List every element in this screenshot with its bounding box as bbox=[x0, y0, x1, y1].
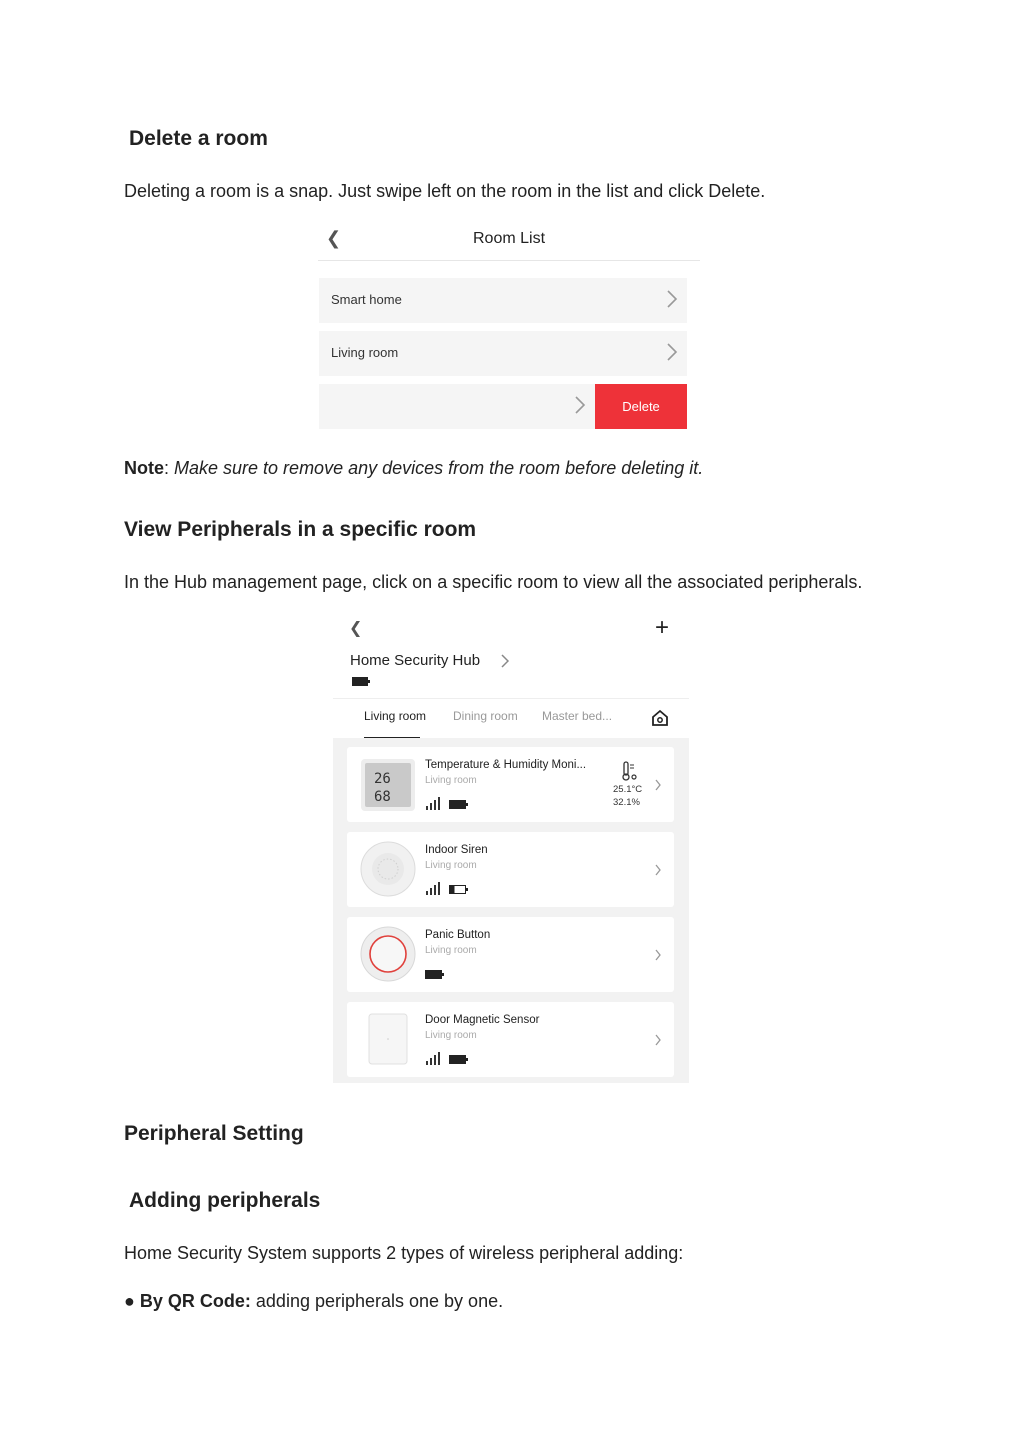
chevron-right-icon bbox=[654, 864, 662, 876]
paragraph-view-peripherals: In the Hub management page, click on a specific room to view all the associated peripherals. bbox=[124, 572, 863, 592]
device-list bbox=[333, 738, 689, 1083]
tab-living-room[interactable]: Living room bbox=[364, 709, 427, 723]
home-settings-icon[interactable] bbox=[651, 709, 669, 727]
device-card-door-sensor[interactable] bbox=[347, 1002, 674, 1077]
temperature-reading: 25.1°C bbox=[613, 784, 643, 795]
device-readings bbox=[613, 783, 642, 809]
room-row-label: Living room bbox=[331, 345, 399, 360]
back-chevron-icon[interactable]: ❮ bbox=[326, 228, 342, 248]
heading-delete-room: Delete a room bbox=[129, 127, 268, 150]
chevron-right-icon bbox=[665, 289, 679, 309]
battery-full-icon bbox=[352, 677, 370, 686]
room-row-label: Smart home bbox=[331, 292, 402, 307]
device-room: Living room bbox=[425, 775, 477, 786]
battery-icon bbox=[425, 967, 473, 981]
delete-button[interactable]: Delete bbox=[595, 384, 687, 429]
room-list-header bbox=[318, 222, 700, 261]
chevron-right-icon bbox=[654, 1034, 662, 1046]
lcd-humidity: 68 bbox=[374, 789, 391, 805]
heading-view-peripherals: View Peripherals in a specific room bbox=[124, 518, 477, 541]
device-name: Panic Button bbox=[425, 929, 491, 941]
bullet-text: adding peripherals one by one. bbox=[250, 1291, 504, 1311]
chevron-right-icon bbox=[665, 342, 679, 362]
heading-adding-peripherals: Adding peripherals bbox=[129, 1189, 321, 1212]
note-separator: : bbox=[164, 458, 175, 478]
device-room: Living room bbox=[425, 860, 477, 871]
thermo-hygrometer-icon bbox=[359, 755, 417, 813]
thermometer-icon bbox=[620, 761, 638, 781]
signal-battery-icons bbox=[425, 882, 473, 896]
plus-icon[interactable]: + bbox=[654, 614, 669, 641]
paragraph-delete-room: Deleting a room is a snap. Just swipe left on the room in the list and click Delete. bbox=[124, 181, 766, 201]
note-text: Make sure to remove any devices from the room before deleting it. bbox=[174, 458, 704, 478]
device-card-indoor-siren[interactable] bbox=[347, 832, 674, 907]
room-tabs bbox=[333, 698, 689, 739]
hub-screenshot bbox=[333, 612, 689, 1083]
panic-button-icon bbox=[359, 925, 417, 983]
room-row-smart-home[interactable] bbox=[319, 278, 687, 323]
bullet-marker: ● bbox=[124, 1291, 135, 1311]
room-row-living-room[interactable] bbox=[319, 331, 687, 376]
heading-peripheral-setting: Peripheral Setting bbox=[124, 1122, 304, 1145]
device-card-temperature[interactable] bbox=[347, 747, 674, 822]
bullet-label: By QR Code: bbox=[139, 1291, 251, 1311]
signal-battery-icons bbox=[425, 797, 473, 811]
signal-battery-icons bbox=[425, 1052, 473, 1066]
lcd-temp: 26 bbox=[374, 771, 391, 787]
device-name: Temperature & Humidity Moni... bbox=[425, 759, 587, 771]
paragraph-adding-peripherals: Home Security System supports 2 types of wireless peripheral adding: bbox=[124, 1243, 684, 1263]
humidity-reading: 32.1% bbox=[613, 797, 640, 808]
room-list-title: Room List bbox=[472, 230, 546, 247]
chevron-right-icon bbox=[573, 395, 587, 415]
note-paragraph bbox=[124, 458, 703, 479]
room-row-swiped[interactable] bbox=[319, 384, 595, 429]
chevron-right-icon bbox=[499, 652, 511, 670]
chevron-right-icon bbox=[654, 779, 662, 791]
device-name: Indoor Siren bbox=[425, 844, 488, 856]
tab-dining-room[interactable]: Dining room bbox=[453, 709, 518, 723]
tab-master-bedroom[interactable]: Master bed... bbox=[542, 709, 613, 723]
room-list-screenshot bbox=[318, 222, 700, 430]
chevron-right-icon bbox=[654, 949, 662, 961]
device-card-panic-button[interactable] bbox=[347, 917, 674, 992]
device-name: Door Magnetic Sensor bbox=[425, 1014, 540, 1026]
device-room: Living room bbox=[425, 945, 477, 956]
hub-title[interactable]: Home Security Hub bbox=[350, 652, 481, 669]
siren-icon bbox=[359, 840, 417, 898]
bullet-qr-code bbox=[124, 1291, 503, 1312]
note-label: Note bbox=[124, 458, 164, 478]
door-sensor-icon bbox=[359, 1010, 417, 1068]
back-chevron-icon[interactable]: ❮ bbox=[349, 620, 363, 637]
device-room: Living room bbox=[425, 1030, 477, 1041]
